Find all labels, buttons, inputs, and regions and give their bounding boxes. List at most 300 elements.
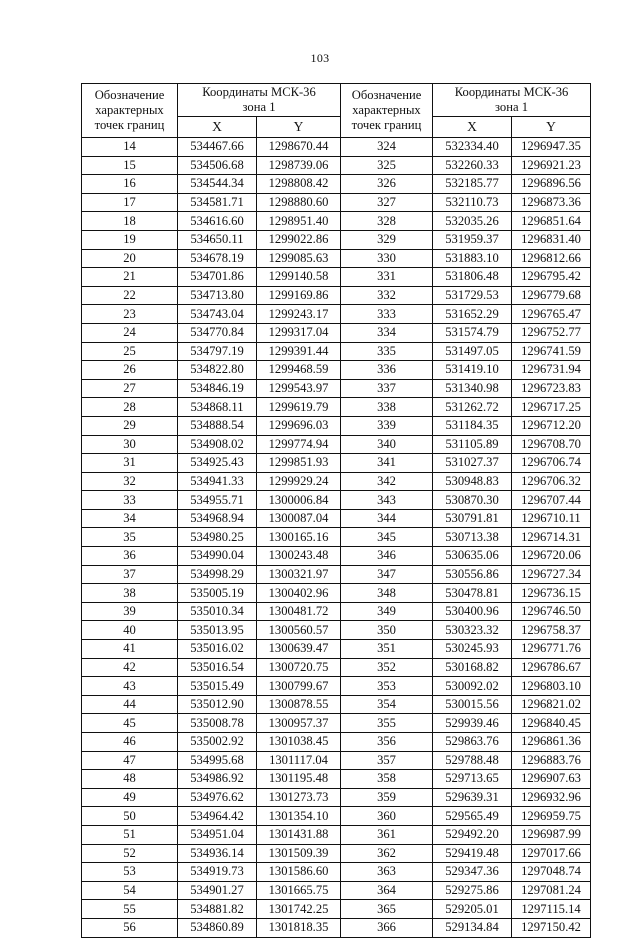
x-coordinate-right: 530478.81 — [433, 584, 512, 603]
point-number-right: 336 — [341, 361, 433, 380]
point-number-left: 34 — [82, 509, 178, 528]
x-coordinate-left: 534941.33 — [178, 472, 257, 491]
y-coordinate-left: 1298951.40 — [257, 212, 341, 231]
table-row — [82, 416, 591, 435]
x-coordinate-right: 530948.83 — [433, 472, 512, 491]
x-coordinate-right: 530870.30 — [433, 491, 512, 510]
point-number-left: 15 — [82, 156, 178, 175]
y-coordinate-right: 1296706.32 — [512, 472, 591, 491]
y-coordinate-right: 1296752.77 — [512, 323, 591, 342]
point-number-right: 348 — [341, 584, 433, 603]
y-coordinate-right: 1296896.56 — [512, 175, 591, 194]
y-coordinate-left: 1298880.60 — [257, 193, 341, 212]
y-coordinate-right: 1296831.40 — [512, 230, 591, 249]
header-line: характерных — [352, 103, 421, 117]
y-coordinate-left: 1299317.04 — [257, 323, 341, 342]
table-row — [82, 491, 591, 510]
point-number-left: 28 — [82, 398, 178, 417]
point-number-left: 16 — [82, 175, 178, 194]
y-coordinate-right: 1296840.45 — [512, 714, 591, 733]
point-number-left: 32 — [82, 472, 178, 491]
x-coordinate-right: 532260.33 — [433, 156, 512, 175]
x-header-right: X — [433, 117, 512, 138]
x-coordinate-right: 531340.98 — [433, 379, 512, 398]
table-row — [82, 509, 591, 528]
x-coordinate-right: 529863.76 — [433, 733, 512, 752]
header-line: зона 1 — [495, 100, 529, 114]
x-coordinate-left: 534650.11 — [178, 230, 257, 249]
table-row — [82, 658, 591, 677]
point-label-header-left — [82, 84, 178, 138]
y-coordinate-right: 1296987.99 — [512, 825, 591, 844]
point-label-header-right — [341, 84, 433, 138]
x-coordinate-right: 529565.49 — [433, 807, 512, 826]
point-number-left: 29 — [82, 416, 178, 435]
x-coordinate-left: 534998.29 — [178, 565, 257, 584]
table-row — [82, 807, 591, 826]
point-number-right: 324 — [341, 138, 433, 157]
x-coordinate-left: 535008.78 — [178, 714, 257, 733]
x-coordinate-right: 530245.93 — [433, 640, 512, 659]
x-coordinate-right: 531105.89 — [433, 435, 512, 454]
y-coordinate-right: 1296731.94 — [512, 361, 591, 380]
point-number-right: 350 — [341, 621, 433, 640]
point-number-left: 25 — [82, 342, 178, 361]
point-number-right: 330 — [341, 249, 433, 268]
point-number-right: 335 — [341, 342, 433, 361]
point-number-left: 40 — [82, 621, 178, 640]
y-coordinate-left: 1300006.84 — [257, 491, 341, 510]
x-coordinate-left: 535010.34 — [178, 602, 257, 621]
y-coordinate-right: 1296812.66 — [512, 249, 591, 268]
x-coordinate-right: 529639.31 — [433, 788, 512, 807]
point-number-left: 41 — [82, 640, 178, 659]
x-coordinate-right: 532110.73 — [433, 193, 512, 212]
point-number-left: 36 — [82, 547, 178, 566]
header-line: Обозначение — [94, 88, 165, 102]
y-coordinate-left: 1300799.67 — [257, 677, 341, 696]
x-coordinate-left: 534908.02 — [178, 435, 257, 454]
y-coordinate-right: 1296883.76 — [512, 751, 591, 770]
point-number-right: 341 — [341, 454, 433, 473]
y-coordinate-left: 1300321.97 — [257, 565, 341, 584]
y-coordinate-right: 1296712.20 — [512, 416, 591, 435]
x-coordinate-right: 529134.84 — [433, 918, 512, 937]
y-coordinate-right: 1297017.66 — [512, 844, 591, 863]
x-coordinate-left: 535016.02 — [178, 640, 257, 659]
point-number-left: 44 — [82, 695, 178, 714]
point-number-left: 33 — [82, 491, 178, 510]
y-coordinate-right: 1296786.67 — [512, 658, 591, 677]
x-coordinate-right: 530635.06 — [433, 547, 512, 566]
x-coordinate-left: 534846.19 — [178, 379, 257, 398]
x-coordinate-right: 530556.86 — [433, 565, 512, 584]
table-row — [82, 435, 591, 454]
x-coordinate-left: 535015.49 — [178, 677, 257, 696]
x-coordinate-right: 531652.29 — [433, 305, 512, 324]
x-coordinate-right: 529347.36 — [433, 863, 512, 882]
point-number-left: 39 — [82, 602, 178, 621]
y-coordinate-left: 1300243.48 — [257, 547, 341, 566]
x-coordinate-right: 530400.96 — [433, 602, 512, 621]
y-coordinate-left: 1301586.60 — [257, 863, 341, 882]
x-coordinate-right: 531959.37 — [433, 230, 512, 249]
y-coordinate-right: 1297115.14 — [512, 900, 591, 919]
table-row — [82, 881, 591, 900]
x-coordinate-left: 534467.66 — [178, 138, 257, 157]
y-coordinate-left: 1301742.25 — [257, 900, 341, 919]
table-row — [82, 770, 591, 789]
y-coordinate-right: 1296741.59 — [512, 342, 591, 361]
x-coordinate-right: 530015.56 — [433, 695, 512, 714]
x-coordinate-left: 534544.34 — [178, 175, 257, 194]
table-row — [82, 268, 591, 287]
x-coordinate-right: 529419.48 — [433, 844, 512, 863]
y-coordinate-left: 1301509.39 — [257, 844, 341, 863]
point-number-right: 365 — [341, 900, 433, 919]
x-coordinate-right: 531497.05 — [433, 342, 512, 361]
x-coordinate-left: 534678.19 — [178, 249, 257, 268]
x-coordinate-left: 535005.19 — [178, 584, 257, 603]
x-coordinate-right: 531729.53 — [433, 286, 512, 305]
y-coordinate-right: 1296720.06 — [512, 547, 591, 566]
x-coordinate-left: 534901.27 — [178, 881, 257, 900]
x-coordinate-left: 534964.42 — [178, 807, 257, 826]
point-number-right: 337 — [341, 379, 433, 398]
x-coordinate-left: 534701.86 — [178, 268, 257, 287]
table-row — [82, 547, 591, 566]
point-number-right: 344 — [341, 509, 433, 528]
y-coordinate-right: 1296736.15 — [512, 584, 591, 603]
point-number-right: 352 — [341, 658, 433, 677]
y-coordinate-right: 1296758.37 — [512, 621, 591, 640]
x-coordinate-left: 534980.25 — [178, 528, 257, 547]
point-number-right: 343 — [341, 491, 433, 510]
table-row — [82, 565, 591, 584]
y-coordinate-left: 1300087.04 — [257, 509, 341, 528]
table-row — [82, 175, 591, 194]
y-coordinate-left: 1300402.96 — [257, 584, 341, 603]
y-coordinate-left: 1299140.58 — [257, 268, 341, 287]
table-row — [82, 863, 591, 882]
point-number-right: 351 — [341, 640, 433, 659]
y-coordinate-left: 1300720.75 — [257, 658, 341, 677]
point-number-right: 354 — [341, 695, 433, 714]
y-coordinate-right: 1296765.47 — [512, 305, 591, 324]
y-coordinate-left: 1300560.57 — [257, 621, 341, 640]
x-coordinate-left: 534936.14 — [178, 844, 257, 863]
point-number-left: 22 — [82, 286, 178, 305]
y-coordinate-left: 1299619.79 — [257, 398, 341, 417]
x-coordinate-right: 531883.10 — [433, 249, 512, 268]
point-number-right: 353 — [341, 677, 433, 696]
y-coordinate-right: 1296714.31 — [512, 528, 591, 547]
table-row — [82, 472, 591, 491]
table-row — [82, 323, 591, 342]
point-number-left: 50 — [82, 807, 178, 826]
point-number-left: 37 — [82, 565, 178, 584]
table-row — [82, 454, 591, 473]
x-coordinate-left: 534860.89 — [178, 918, 257, 937]
point-number-right: 325 — [341, 156, 433, 175]
y-coordinate-left: 1299243.17 — [257, 305, 341, 324]
point-number-right: 327 — [341, 193, 433, 212]
x-coordinate-left: 534990.04 — [178, 547, 257, 566]
y-coordinate-right: 1296708.70 — [512, 435, 591, 454]
header-line: точек границ — [351, 118, 422, 132]
point-number-left: 43 — [82, 677, 178, 696]
table-row — [82, 677, 591, 696]
table-row — [82, 379, 591, 398]
y-coordinate-left: 1301354.10 — [257, 807, 341, 826]
y-coordinate-left: 1298739.06 — [257, 156, 341, 175]
point-number-right: 360 — [341, 807, 433, 826]
x-coordinate-right: 531419.10 — [433, 361, 512, 380]
table-row — [82, 193, 591, 212]
y-coordinate-left: 1300878.55 — [257, 695, 341, 714]
header-row-top — [82, 84, 591, 117]
y-coordinate-left: 1301117.04 — [257, 751, 341, 770]
point-number-left: 53 — [82, 863, 178, 882]
x-coordinate-left: 534888.54 — [178, 416, 257, 435]
y-coordinate-left: 1300639.47 — [257, 640, 341, 659]
y-coordinate-right: 1296861.36 — [512, 733, 591, 752]
x-coordinate-left: 534616.60 — [178, 212, 257, 231]
point-number-right: 364 — [341, 881, 433, 900]
table-row — [82, 584, 591, 603]
point-number-right: 355 — [341, 714, 433, 733]
y-coordinate-left: 1299851.93 — [257, 454, 341, 473]
point-number-left: 48 — [82, 770, 178, 789]
point-number-right: 363 — [341, 863, 433, 882]
point-number-right: 347 — [341, 565, 433, 584]
y-coordinate-right: 1296873.36 — [512, 193, 591, 212]
y-coordinate-left: 1299085.63 — [257, 249, 341, 268]
point-number-left: 27 — [82, 379, 178, 398]
table-row — [82, 825, 591, 844]
x-coordinate-right: 530713.38 — [433, 528, 512, 547]
y-coordinate-right: 1296779.68 — [512, 286, 591, 305]
x-coordinate-right: 530791.81 — [433, 509, 512, 528]
x-coordinate-right: 531574.79 — [433, 323, 512, 342]
page-number: 103 — [310, 51, 330, 65]
y-coordinate-left: 1299696.03 — [257, 416, 341, 435]
table-row — [82, 602, 591, 621]
header-line: Координаты МСК-36 — [202, 85, 316, 99]
x-coordinate-left: 534919.73 — [178, 863, 257, 882]
y-header-left: Y — [257, 117, 341, 138]
point-number-left: 17 — [82, 193, 178, 212]
y-coordinate-left: 1299468.59 — [257, 361, 341, 380]
x-coordinate-left: 535002.92 — [178, 733, 257, 752]
y-header-right: Y — [512, 117, 591, 138]
x-coordinate-left: 535012.90 — [178, 695, 257, 714]
y-coordinate-right: 1297081.24 — [512, 881, 591, 900]
x-coordinate-left: 534868.11 — [178, 398, 257, 417]
y-coordinate-right: 1296710.11 — [512, 509, 591, 528]
x-coordinate-left: 534743.04 — [178, 305, 257, 324]
table-row — [82, 788, 591, 807]
header-line: Координаты МСК-36 — [454, 85, 569, 99]
y-coordinate-right: 1296907.63 — [512, 770, 591, 789]
x-coordinate-left: 534995.68 — [178, 751, 257, 770]
y-coordinate-right: 1297048.74 — [512, 863, 591, 882]
point-number-left: 35 — [82, 528, 178, 547]
point-number-right: 346 — [341, 547, 433, 566]
x-coordinate-right: 529275.86 — [433, 881, 512, 900]
table-row — [82, 398, 591, 417]
y-coordinate-left: 1301665.75 — [257, 881, 341, 900]
point-number-left: 54 — [82, 881, 178, 900]
x-coordinate-right: 529713.65 — [433, 770, 512, 789]
point-number-left: 23 — [82, 305, 178, 324]
coordinates-table — [81, 83, 591, 938]
y-coordinate-left: 1301038.45 — [257, 733, 341, 752]
y-coordinate-left: 1299774.94 — [257, 435, 341, 454]
table-row — [82, 900, 591, 919]
point-number-left: 19 — [82, 230, 178, 249]
x-coordinate-left: 534506.68 — [178, 156, 257, 175]
header-line: характерных — [95, 103, 164, 117]
x-coordinate-right: 532185.77 — [433, 175, 512, 194]
table-row — [82, 212, 591, 231]
point-number-left: 24 — [82, 323, 178, 342]
table-row — [82, 361, 591, 380]
x-coordinate-left: 534822.80 — [178, 361, 257, 380]
table-row — [82, 156, 591, 175]
point-number-right: 326 — [341, 175, 433, 194]
header-line: Обозначение — [351, 88, 422, 102]
point-number-left: 42 — [82, 658, 178, 677]
point-number-right: 342 — [341, 472, 433, 491]
y-coordinate-left: 1299022.86 — [257, 230, 341, 249]
y-coordinate-left: 1298670.44 — [257, 138, 341, 157]
point-number-right: 345 — [341, 528, 433, 547]
point-number-right: 331 — [341, 268, 433, 287]
y-coordinate-right: 1296947.35 — [512, 138, 591, 157]
x-coordinate-left: 534955.71 — [178, 491, 257, 510]
x-coordinate-right: 531027.37 — [433, 454, 512, 473]
point-number-left: 47 — [82, 751, 178, 770]
point-number-left: 56 — [82, 918, 178, 937]
coords-header-right — [433, 84, 591, 117]
table-body — [82, 138, 591, 938]
y-coordinate-left: 1301431.88 — [257, 825, 341, 844]
x-coordinate-left: 534770.84 — [178, 323, 257, 342]
x-coordinate-left: 534797.19 — [178, 342, 257, 361]
y-coordinate-left: 1300481.72 — [257, 602, 341, 621]
y-coordinate-left: 1299391.44 — [257, 342, 341, 361]
point-number-right: 361 — [341, 825, 433, 844]
table-row — [82, 305, 591, 324]
table-row — [82, 342, 591, 361]
y-coordinate-left: 1298808.42 — [257, 175, 341, 194]
point-number-left: 45 — [82, 714, 178, 733]
x-coordinate-right: 529205.01 — [433, 900, 512, 919]
y-coordinate-left: 1301195.48 — [257, 770, 341, 789]
x-coordinate-right: 531262.72 — [433, 398, 512, 417]
x-coordinate-right: 530092.02 — [433, 677, 512, 696]
y-coordinate-left: 1299929.24 — [257, 472, 341, 491]
point-number-left: 26 — [82, 361, 178, 380]
y-coordinate-right: 1296717.25 — [512, 398, 591, 417]
point-number-right: 358 — [341, 770, 433, 789]
table-row — [82, 138, 591, 157]
point-number-right: 362 — [341, 844, 433, 863]
y-coordinate-left: 1301273.73 — [257, 788, 341, 807]
y-coordinate-right: 1296706.74 — [512, 454, 591, 473]
x-coordinate-left: 535016.54 — [178, 658, 257, 677]
y-coordinate-right: 1296795.42 — [512, 268, 591, 287]
y-coordinate-left: 1301818.35 — [257, 918, 341, 937]
point-number-right: 338 — [341, 398, 433, 417]
x-coordinate-right: 531184.35 — [433, 416, 512, 435]
point-number-left: 38 — [82, 584, 178, 603]
table-row — [82, 528, 591, 547]
y-coordinate-right: 1296803.10 — [512, 677, 591, 696]
y-coordinate-right: 1296821.02 — [512, 695, 591, 714]
y-coordinate-right: 1296932.96 — [512, 788, 591, 807]
table-row — [82, 249, 591, 268]
point-number-right: 333 — [341, 305, 433, 324]
x-header-left: X — [178, 117, 257, 138]
point-number-right: 349 — [341, 602, 433, 621]
point-number-left: 21 — [82, 268, 178, 287]
x-coordinate-right: 530323.32 — [433, 621, 512, 640]
x-coordinate-left: 534951.04 — [178, 825, 257, 844]
x-coordinate-left: 534713.80 — [178, 286, 257, 305]
point-number-left: 18 — [82, 212, 178, 231]
point-number-right: 356 — [341, 733, 433, 752]
x-coordinate-right: 532334.40 — [433, 138, 512, 157]
x-coordinate-right: 529939.46 — [433, 714, 512, 733]
y-coordinate-left: 1299169.86 — [257, 286, 341, 305]
point-number-right: 339 — [341, 416, 433, 435]
y-coordinate-left: 1299543.97 — [257, 379, 341, 398]
table-row — [82, 918, 591, 937]
y-coordinate-left: 1300957.37 — [257, 714, 341, 733]
header-line: зона 1 — [242, 100, 276, 114]
table-row — [82, 695, 591, 714]
y-coordinate-right: 1297150.42 — [512, 918, 591, 937]
x-coordinate-right: 529788.48 — [433, 751, 512, 770]
point-number-left: 55 — [82, 900, 178, 919]
y-coordinate-right: 1296727.34 — [512, 565, 591, 584]
header-line: точек границ — [94, 118, 165, 132]
x-coordinate-right: 530168.82 — [433, 658, 512, 677]
x-coordinate-left: 534881.82 — [178, 900, 257, 919]
x-coordinate-left: 534976.62 — [178, 788, 257, 807]
point-number-left: 46 — [82, 733, 178, 752]
y-coordinate-left: 1300165.16 — [257, 528, 341, 547]
point-number-right: 340 — [341, 435, 433, 454]
x-coordinate-left: 535013.95 — [178, 621, 257, 640]
point-number-left: 14 — [82, 138, 178, 157]
y-coordinate-right: 1296723.83 — [512, 379, 591, 398]
x-coordinate-left: 534581.71 — [178, 193, 257, 212]
table-row — [82, 286, 591, 305]
y-coordinate-right: 1296921.23 — [512, 156, 591, 175]
x-coordinate-left: 534986.92 — [178, 770, 257, 789]
point-number-left: 31 — [82, 454, 178, 473]
point-number-right: 328 — [341, 212, 433, 231]
y-coordinate-right: 1296959.75 — [512, 807, 591, 826]
x-coordinate-right: 529492.20 — [433, 825, 512, 844]
point-number-left: 30 — [82, 435, 178, 454]
table-row — [82, 751, 591, 770]
y-coordinate-right: 1296851.64 — [512, 212, 591, 231]
point-number-left: 49 — [82, 788, 178, 807]
